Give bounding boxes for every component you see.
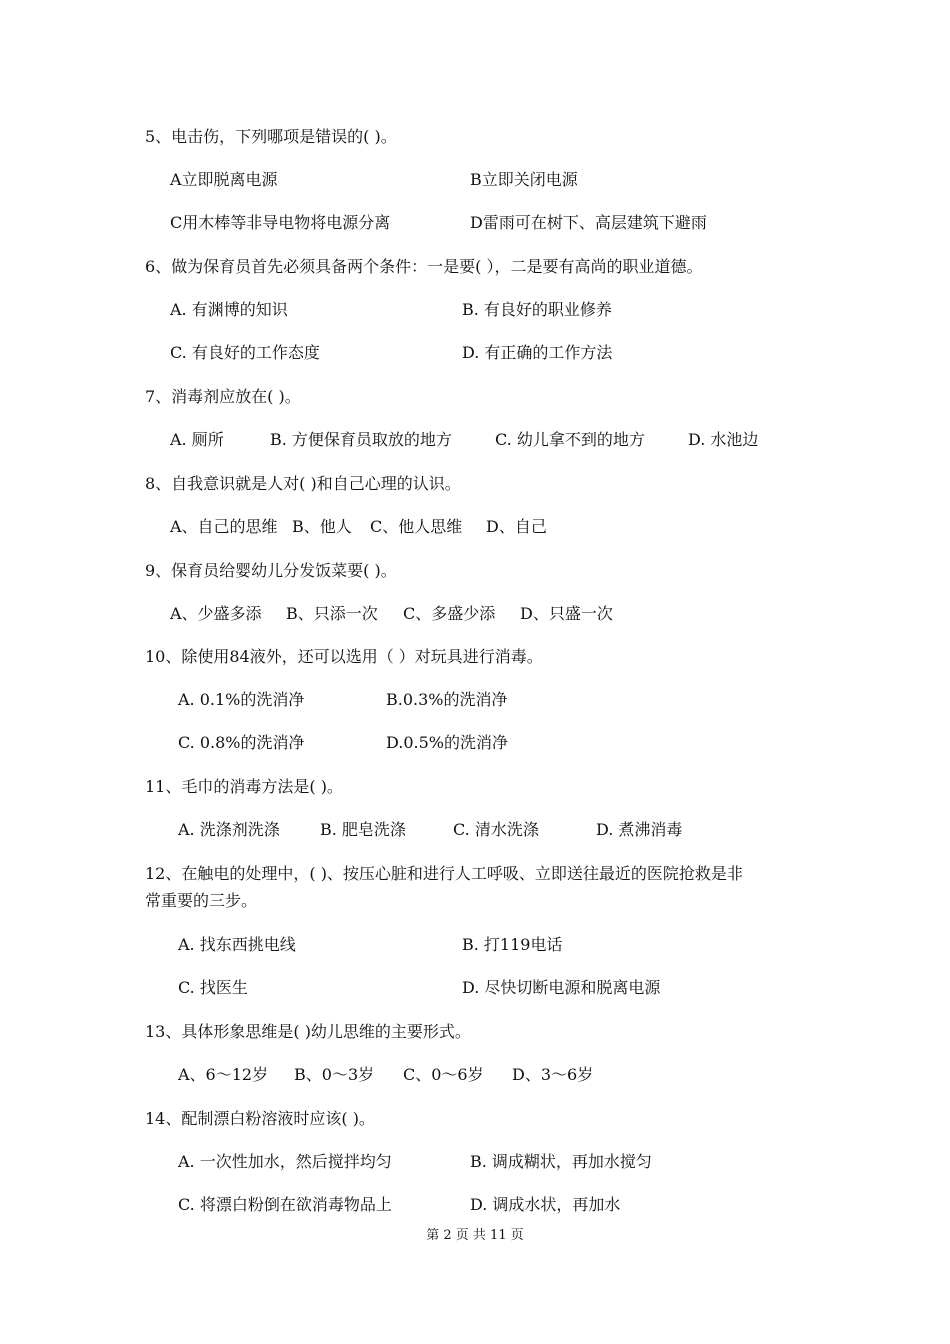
question-13-stem: 13、具体形象思维是( )幼儿思维的主要形式。 [145,1022,471,1041]
question-10-option-d: D.0.5%的洗消净 [386,733,508,752]
question-14-stem: 14、配制漂白粉溶液时应该( )。 [145,1109,375,1128]
question-14-option-a: A. 一次性加水，然后搅拌均匀 [178,1152,392,1171]
question-10-stem: 10、除使用84液外，还可以选用（ ）对玩具进行消毒。 [145,647,543,666]
question-13-option-a: A、6～12岁 [178,1065,269,1084]
question-10-option-b: B.0.3%的洗消净 [386,690,508,709]
question-6-option-d: D. 有正确的工作方法 [462,343,613,362]
question-7-stem: 7、消毒剂应放在( )。 [145,387,301,406]
question-7-option-b: B. 方便保育员取放的地方 [270,430,452,449]
question-6-option-b: B. 有良好的职业修养 [462,300,612,319]
question-7-option-a: A. 厕所 [170,430,224,449]
question-5-option-d: D雷雨可在树下、高层建筑下避雨 [470,213,707,232]
question-12-option-b: B. 打119电话 [462,935,563,954]
question-13-option-b: B、0～3岁 [294,1065,375,1084]
question-8-option-c: C、他人思维 [370,517,463,536]
question-12-stem-continued: 常重要的三步。 [145,891,258,910]
question-11-option-a: A. 洗涤剂洗涤 [178,820,280,839]
page-footer: 第 2 页 共 11 页 [426,1228,524,1243]
question-11-option-c: C. 清水洗涤 [453,820,539,839]
question-5-option-c: C用木棒等非导电物将电源分离 [170,213,391,232]
question-11-option-b: B. 肥皂洗涤 [320,820,406,839]
question-6-option-a: A. 有渊博的知识 [170,300,288,319]
question-13-option-c: C、0～6岁 [403,1065,484,1084]
question-5-option-a: A立即脱离电源 [170,170,278,189]
question-5-option-b: B立即关闭电源 [470,170,578,189]
question-11-stem: 11、毛巾的消毒方法是( )。 [145,777,343,796]
question-7-option-c: C. 幼儿拿不到的地方 [495,430,645,449]
question-14-option-d: D. 调成水状，再加水 [470,1195,621,1214]
question-8-option-d: D、自己 [486,517,547,536]
question-8-option-b: B、他人 [292,517,352,536]
question-8-stem: 8、自我意识就是人对( )和自己心理的认识。 [145,474,461,493]
question-10-option-a: A. 0.1%的洗消净 [178,690,305,709]
question-14-option-b: B. 调成糊状，再加水搅匀 [470,1152,652,1171]
question-12-option-c: C. 找医生 [178,978,248,997]
question-12-stem: 12、在触电的处理中，( )、按压心脏和进行人工呼吸、立即送往最近的医院抢救是非 [145,864,743,883]
question-14-option-c: C. 将漂白粉倒在欲消毒物品上 [178,1195,392,1214]
question-9-option-c: C、多盛少添 [403,604,496,623]
question-9-option-a: A、少盛多添 [170,604,262,623]
question-10-option-c: C. 0.8%的洗消净 [178,733,305,752]
question-11-option-d: D. 煮沸消毒 [596,820,683,839]
question-6-stem: 6、做为保育员首先必须具备两个条件：一是要( ），二是要有高尚的职业道德。 [145,257,703,276]
question-9-option-d: D、只盛一次 [520,604,613,623]
question-7-option-d: D. 水池边 [688,430,759,449]
question-6-option-c: C. 有良好的工作态度 [170,343,320,362]
question-8-option-a: A、自己的思维 [170,517,278,536]
question-5-stem: 5、电击伤，下列哪项是错误的( )。 [145,127,397,146]
question-9-stem: 9、保育员给婴幼儿分发饭菜要( )。 [145,561,397,580]
question-13-option-d: D、3～6岁 [512,1065,594,1084]
question-12-option-a: A. 找东西挑电线 [178,935,296,954]
question-9-option-b: B、只添一次 [286,604,378,623]
question-12-option-d: D. 尽快切断电源和脱离电源 [462,978,661,997]
